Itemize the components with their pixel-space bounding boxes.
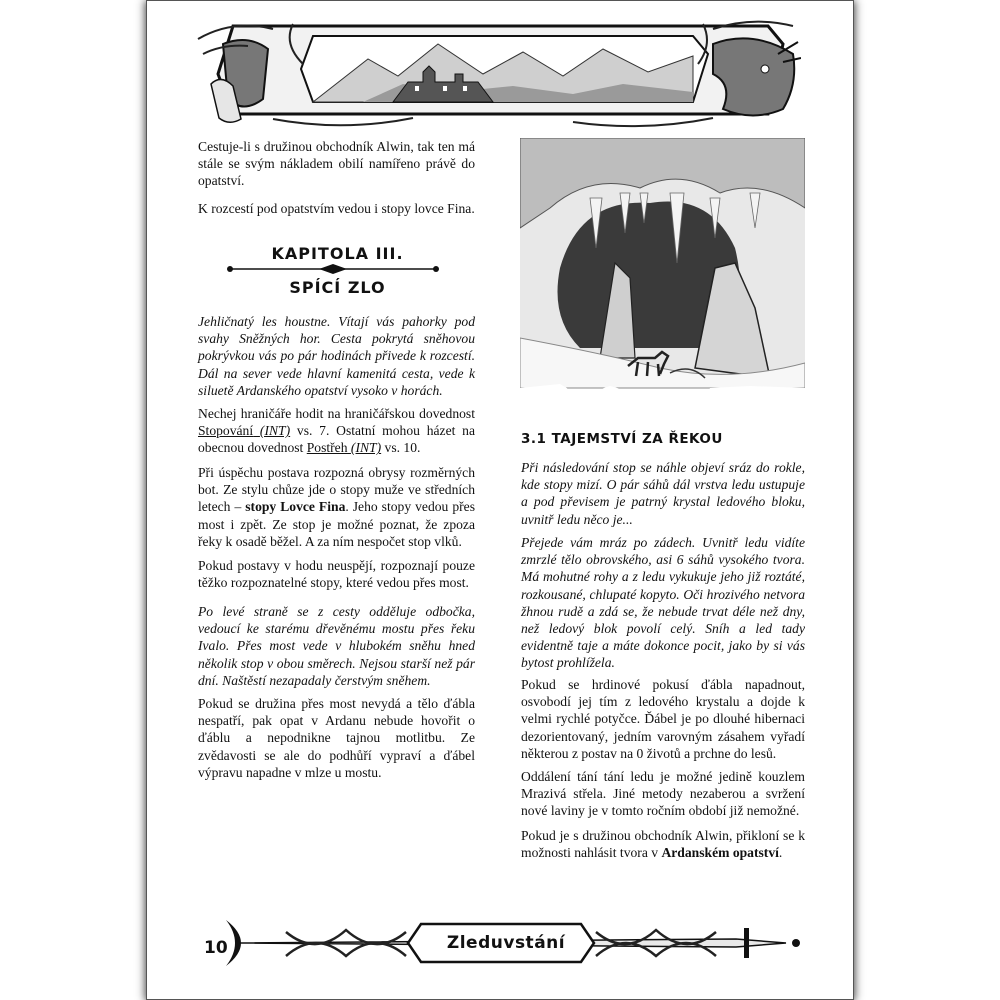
intro-paragraph-alwin: Cestuje-li s družinou obchodník Alwin, tak ten má stále se svým nákladem obilí namířeno právě do opatství. (198, 139, 475, 189)
header-ornament-art (193, 14, 801, 132)
bridge-consequence-paragraph: Pokud se družina přes most nevydá a tělo ďábla nespatří, pak opat v Ardanu nebude hovořit o ďáblu a nepodnikne tajnou motlitbu. Ze zvědavosti se ale do podhůří vypraví a ďábel výpravu napadne v mlze u mostu. (198, 696, 475, 780)
intro-paragraph-fin-tracks: K rozcestí pod opatstvím vedou i stopy lovce Fina. (198, 201, 475, 216)
chapter-divider-ornament (224, 263, 442, 275)
failure-paragraph: Pokud postavy v hodu neuspějí, rozpoznají pouze těžko rozpoznatelné stopy, které vedou přes most. (198, 558, 475, 591)
skill-postreh: Postřeh (306, 440, 348, 456)
skill-check-paragraph: Nechej hraničáře hodit na hraničářskou dovednost Stopování (INT) vs. 7. Ostatní mohou házet na obecnou dovednost Postřeh (INT) vs. 10. (198, 406, 475, 456)
read-aloud-bridge-paragraph: Po levé straně se z cesty odděluje odbočka, vedoucí ke starému dřevěnému mostu přes řeku Ivalo. Přes most vede v hlubokém sněhu hned několik stop v obou směrech. Nejsou starší než pár dní. Naštěstí nezapadaly čerstvým sněhem. (198, 604, 475, 688)
delay-melting-paragraph: Oddálení tání tání ledu je možné jedině kouzlem Mrazivá střela. Jiné metody nezaberou a svržení nové laviny je v tomto ročním období již nemožné. (521, 769, 805, 819)
ice-cave-illustration (520, 138, 805, 423)
success-paragraph: Při úspěchu postava rozpozná obrysy rozměrných bot. Ze stylu chůze jde o stopy muže ve středních letech – stopy Lovce Fina. Jeho stopy vedou přes most i zpět. Ze stop je možné poznat, že zpoza řeky k osadě běžel. A za ním nespočet stop vlků. (198, 465, 475, 549)
read-aloud-ice-creature-paragraph: Přejede vám mráz po zádech. Uvnitř ledu vidíte zmrzlé tělo obrovského, asi 6 sáhů vysokého tvora. Má mohutné rohy a z ledu vykukuje jeho již roztáté, rozkousané, chlupaté kopyto. Oči hrozivého netvora žhnou rudě a zdá se, že nebude trvat déle než dny, než ledový blok povolí celý. Sníh a led tady evidentně taje a máte dokonce pocit, jako by si vás bytost prohlížela. (521, 535, 805, 671)
section-title: 3.1 TAJEMSTVÍ ZA ŘEKOU (521, 431, 723, 447)
page-number: 10 (204, 938, 228, 958)
chapter-title: KAPITOLA III. (271, 244, 404, 263)
attack-devil-paragraph: Pokud se hrdinové pokusí ďábla napadnout, osvobodí jej tím z ledového krystalu a dojde k velmi rychlé potyčce. Ďábel je po dlouhé hibernaci dezorientovaný, jedním varovným zásahem vyřadí některou z postav na 0 životů a prchne do lesů. (521, 677, 805, 761)
skill-stopovani: Stopování (198, 423, 254, 439)
read-aloud-forest-paragraph: Jehličnatý les houstne. Vítají vás pahorky pod svahy Sněžných hor. Cesta pokrytá sněhovou pokrývkou vás po pár hodinách přivede k rozcestí. Dál na sever vede hlavní kamenitá cesta, vede k siluetě Ardanského opatství vysoko v horách. (198, 314, 475, 398)
alwin-report-paragraph: Pokud je s družinou obchodník Alwin, přikloní se k možnosti nahlásit tvora v Ardanském opatství. (521, 828, 805, 861)
chapter-subtitle: SPÍCÍ ZLO (289, 278, 386, 297)
book-title: Zleduvstání (446, 933, 566, 953)
read-aloud-ravine-paragraph: Při následování stop se náhle objeví sráz do rokle, kde stopy mizí. O pár sáhů dál vrstva ledu ustupuje a pod převisem je patrný krystal ledového bloku, uvnitř ledu něco je... (521, 460, 805, 527)
